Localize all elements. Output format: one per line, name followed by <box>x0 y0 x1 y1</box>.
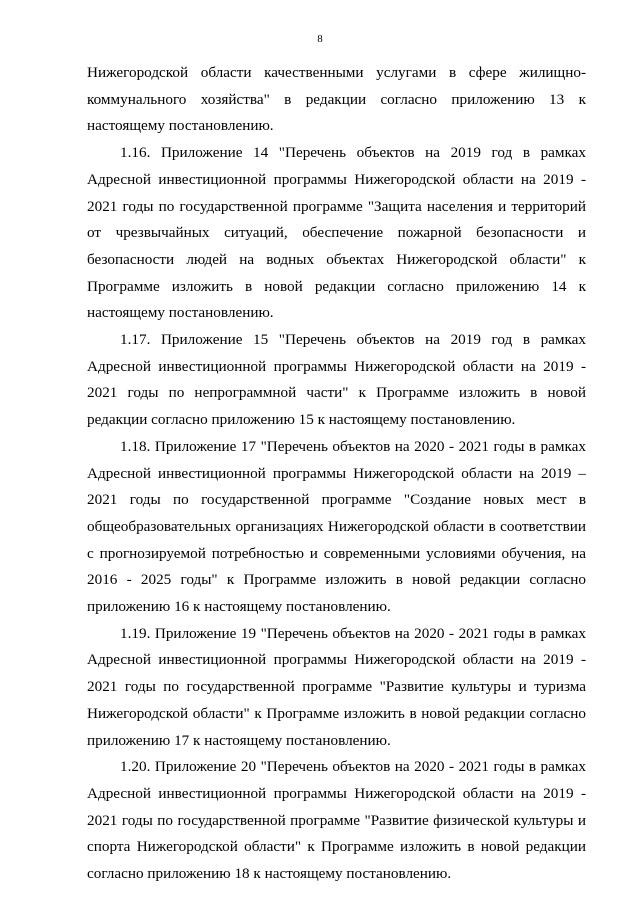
document-body <box>87 60 586 888</box>
paragraph-item-1-19: 1.19. Приложение 19 "Перечень объектов на 2020 - 2021 годы в рамках Адресной инвестиционной программы Нижегородской области на 2019 - 2021 годы по государственной программе "Развитие культуры и туризма Нижегородской области" к Программе изложить в новой редакции согласно приложению 17 к настоящему постановлению. <box>87 624 586 749</box>
paragraph-item-1-20: 1.20. Приложение 20 "Перечень объектов на 2020 - 2021 годы в рамках Адресной инвестиционной программы Нижегородской области на 2019 - 2021 годы по государственной программе "Развитие физической культуры и спорта Нижегородской области" к Программе изложить в новой редакции согласно приложению 18 к настоящему постановлению. <box>87 758 586 883</box>
paragraph-item-1-17: 1.17. Приложение 15 "Перечень объектов на 2019 год в рамках Адресной инвестиционной программы Нижегородской области на 2019 - 2021 годы по непрограммной части" к Программе изложить в новой редакции согласно приложению 15 к настоящему постановлению. <box>87 331 586 429</box>
paragraph-item-1-18: 1.18. Приложение 17 "Перечень объектов на 2020 - 2021 годы в рамках Адресной инвестиционной программы Нижегородской области на 2019 – 2021 годы по государственной программе "Создание новых мест в общеобразовательных организациях Нижегородской области в соответствии с прогнозируемой потребностью и современными условиями обучения, на 2016 - 2025 годы" к Программе изложить в новой редакции согласно приложению 16 к настоящему постановлению. <box>87 437 586 616</box>
paragraph-continuation: Нижегородской области качественными услугами в сфере жилищно-коммунального хозяйства" в редакции согласно приложению 13 к настоящему постановлению. <box>87 64 586 135</box>
page-number: 8 <box>317 33 323 45</box>
paragraph-item-1-16: 1.16. Приложение 14 "Перечень объектов на 2019 год в рамках Адресной инвестиционной программы Нижегородской области на 2019 - 2021 годы по государственной программе "Защита населения и территорий от чрезвычайных ситуаций, обеспечение пожарной безопасности и безопасности людей на водных объектах Нижегородской области" к Программе изложить в новой редакции согласно приложению 14 к настоящему постановлению. <box>87 144 586 322</box>
